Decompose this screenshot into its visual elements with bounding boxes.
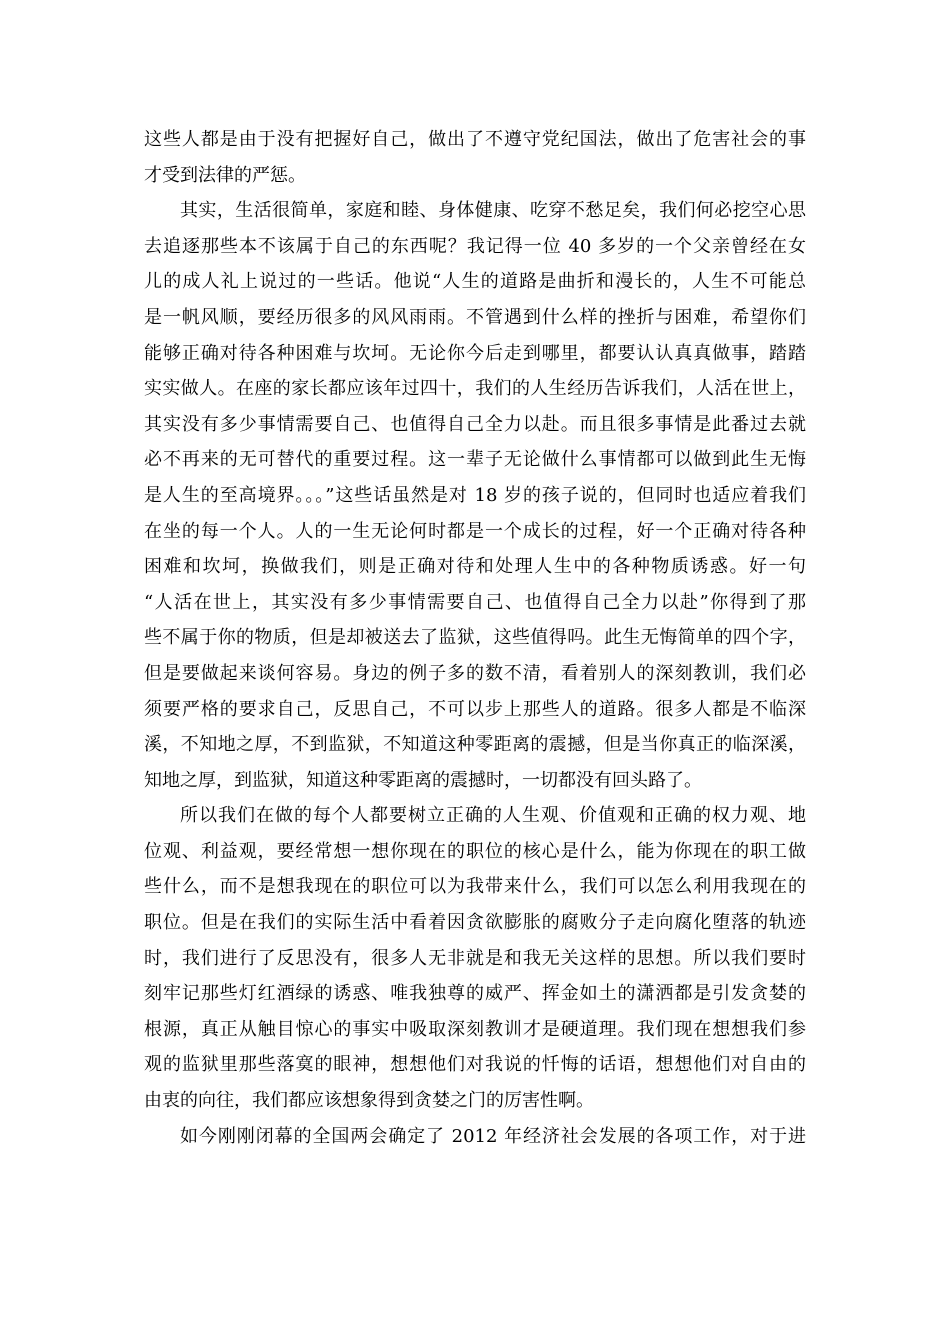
paragraph-first-line: 所以我们在做的每个人都要树立正确的人生观、价值观和正确的权力观、地 [180, 805, 806, 827]
text-line: “人活在世上，其实没有多少事情需要自己、也值得自己全力以赴”你得到了那 [144, 591, 806, 613]
text-line: 这些人都是由于没有把握好自己，做出了不遵守党纪国法，做出了危害社会的事 [144, 129, 806, 150]
text-line: 由衷的向往，我们都应该想象得到贪婪之门的厉害性啊。 [144, 1090, 594, 1112]
text-line: 是一帆风顺，要经历很多的风风雨雨。不管遇到什么样的挫折与困难，希望你们 [144, 306, 806, 328]
text-line: 儿的成人礼上说过的一些话。他说“人生的道路是曲折和漫长的，人生不可能总 [144, 271, 806, 293]
text-line: 根源，真正从触目惊心的事实中吸取深刻教训才是硬道理。我们现在想想我们参 [144, 1018, 806, 1040]
text-line: 刻牢记那些灯红酒绿的诱惑、唯我独尊的威严、挥金如土的潇洒都是引发贪婪的 [144, 983, 806, 1005]
body-text [144, 122, 806, 1154]
text-line: 去追逐那些本不该属于自己的东西呢？我记得一位 40 多岁的一个父亲曾经在女 [144, 235, 806, 257]
text-line: 位观、利益观，要经常想一想你现在的职位的核心是什么，能为你现在的职工做 [144, 840, 806, 862]
text-line: 溪，不知地之厚，不到监狱，不知道这种零距离的震撼，但是当你真正的临深溪， [144, 734, 806, 756]
text-line: 时，我们进行了反思没有，很多人无非就是和我无关这样的思想。所以我们要时 [144, 947, 806, 969]
text-line: 须要严格的要求自己，反思自己，不可以步上那些人的道路。很多人都是不临深 [144, 698, 806, 720]
paragraph-first-line: 如今刚刚闭幕的全国两会确定了 2012 年经济社会发展的各项工作，对于进 [180, 1125, 806, 1147]
text-line: 是人生的至高境界。。。”这些话虽然是对 18 岁的孩子说的，但同时也适应着我们 [144, 484, 806, 506]
text-line: 才受到法律的严惩。 [144, 164, 306, 186]
text-line: 但是要做起来谈何容易。身边的例子多的数不清，看着别人的深刻教训，我们必 [144, 662, 806, 684]
text-line: 职位。但是在我们的实际生活中看着因贪欲膨胀的腐败分子走向腐化堕落的轨迹 [144, 912, 806, 934]
text-line: 些不属于你的物质，但是却被送去了监狱，这些值得吗。此生无悔简单的四个字， [144, 627, 806, 649]
text-line: 知地之厚，到监狱，知道这种零距离的震撼时，一切都没有回头路了。 [144, 769, 702, 791]
text-line: 困难和坎坷，换做我们，则是正确对待和处理人生中的各种物质诱惑。好一句 [144, 556, 806, 578]
text-line: 其实没有多少事情需要自己、也值得自己全力以赴。而且很多事情是此番过去就 [144, 413, 806, 435]
paragraph-first-line: 其实，生活很简单，家庭和睦、身体健康、吃穿不愁足矣，我们何必挖空心思 [180, 200, 806, 222]
text-line: 能够正确对待各种困难与坎坷。无论你今后走到哪里，都要认认真真做事，踏踏 [144, 342, 806, 364]
text-line: 观的监狱里那些落寞的眼神，想想他们对我说的忏悔的话语，想想他们对自由的 [144, 1054, 806, 1076]
text-line: 实实做人。在座的家长都应该年过四十，我们的人生经历告诉我们，人活在世上， [144, 378, 806, 400]
text-line: 些什么，而不是想我现在的职位可以为我带来什么，我们可以怎么利用我现在的 [144, 876, 806, 898]
text-line: 必不再来的无可替代的重要过程。这一辈子无论做什么事情都可以做到此生无悔 [144, 449, 806, 471]
text-line: 在坐的每一个人。人的一生无论何时都是一个成长的过程，好一个正确对待各种 [144, 520, 806, 542]
